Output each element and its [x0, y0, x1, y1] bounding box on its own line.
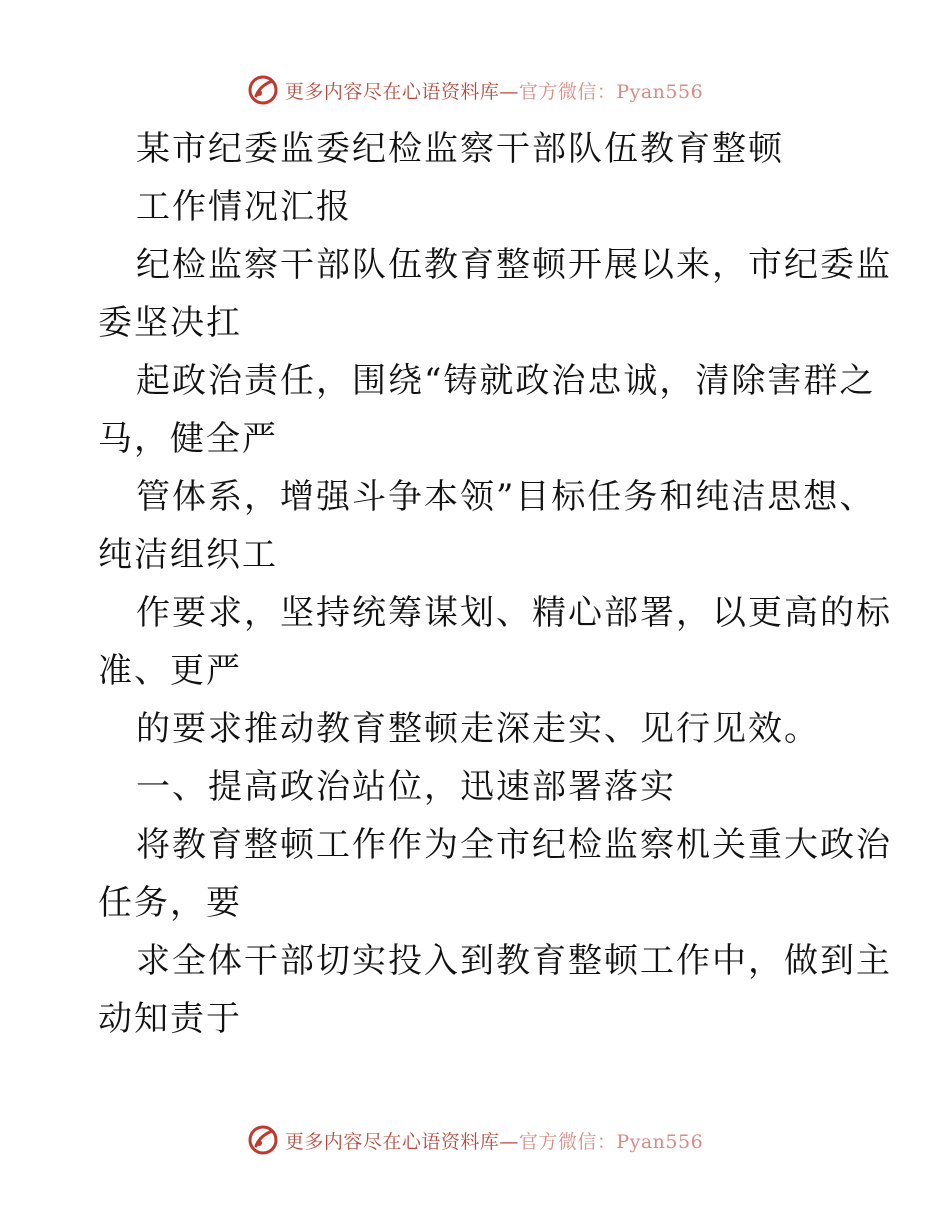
- banner-wechat-text: 官方微信：Pyan556: [518, 80, 704, 103]
- document-body: [98, 120, 892, 1048]
- paragraph-line: 将教育整顿工作作为全市纪检监察机关重大政治: [136, 825, 892, 865]
- banner-text: [285, 77, 703, 104]
- paragraph-line: 管体系，增强斗争本领”目标任务和纯洁思想、: [136, 477, 876, 517]
- banner-text: [285, 1127, 703, 1154]
- banner-main-text: 更多内容尽在心语资料库: [284, 1130, 500, 1153]
- paragraph-line: 动知责于: [98, 999, 242, 1039]
- paragraph-line: 作要求，坚持统筹谋划、精心部署，以更高的标: [136, 593, 892, 633]
- paragraph-line: 起政治责任，围绕“铸就政治忠诚，清除害群之: [136, 361, 876, 401]
- doc-title-line-1: 某市纪委监委纪检监察干部队伍教育整顿: [136, 129, 784, 169]
- paragraph-line: 委坚决扛: [98, 303, 242, 343]
- doc-title-line-2: 工作情况汇报: [136, 187, 352, 227]
- paragraph-line: 纯洁组织工: [98, 535, 278, 575]
- paragraph-line: 马，健全严: [98, 419, 278, 459]
- paragraph-line: 准、更严: [98, 651, 242, 691]
- paragraph-line: 纪检监察干部队伍教育整顿开展以来，市纪委监: [136, 245, 892, 285]
- banner-wechat-text: 官方微信：Pyan556: [518, 1130, 704, 1153]
- section-heading: 一、提高政治站位，迅速部署落实: [136, 767, 676, 807]
- banner-main-text: 更多内容尽在心语资料库: [284, 80, 500, 103]
- banner-separator: —: [499, 80, 519, 103]
- paragraph-line: 的要求推动教育整顿走深走实、见行见效。: [136, 709, 820, 749]
- paragraph-line: 求全体干部切实投入到教育整顿工作中，做到主: [136, 941, 892, 981]
- paragraph-line: 任务，要: [98, 883, 242, 923]
- brush-logo-icon: [247, 1124, 279, 1156]
- footer-banner: [0, 1120, 950, 1160]
- banner-separator: —: [499, 1130, 519, 1153]
- header-banner: [0, 70, 950, 110]
- brush-logo-icon: [247, 74, 279, 106]
